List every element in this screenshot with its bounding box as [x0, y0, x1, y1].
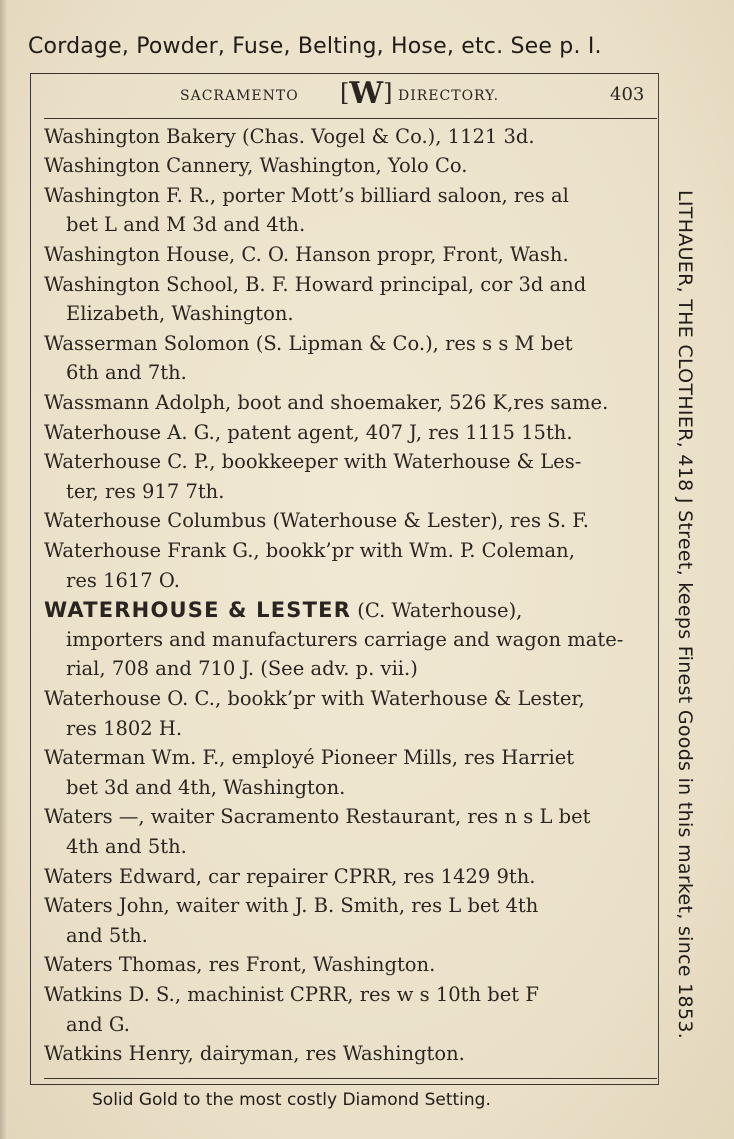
entry-line: Watkins D. S., machinist CPRR, res w s 10th bet F — [44, 983, 539, 1006]
entry-line: Washington F. R., porter Mott’s billiard saloon, res al — [44, 184, 569, 207]
header-rule — [44, 118, 657, 119]
entry-line: 4th and 5th. — [66, 835, 187, 858]
running-head-letter: [W] — [340, 76, 393, 111]
running-head-city: SACRAMENTO — [180, 88, 299, 104]
entry-line: res 1802 H. — [66, 717, 183, 740]
entry-line: Waters John, waiter with J. B. Smith, res L bet 4th — [44, 894, 539, 917]
entry-line: and G. — [66, 1013, 130, 1036]
side-advertisement — [668, 190, 702, 1040]
section-letter: W — [349, 76, 384, 111]
entry-line: bet L and M 3d and 4th. — [66, 213, 306, 236]
entry-line: Waterhouse Frank G., bookk’pr with Wm. P. Coleman, — [44, 539, 575, 562]
entry-line: Waters —, waiter Sacramento Restaurant, res n s L bet — [44, 805, 591, 828]
entry-line: and 5th. — [66, 924, 148, 947]
entry-line: Elizabeth, Washington. — [66, 302, 294, 325]
entry-line: Washington Cannery, Washington, Yolo Co. — [44, 154, 468, 177]
page-edge — [0, 0, 8, 1139]
entry-line: Waterhouse O. C., bookk’pr with Waterhouse & Lester, — [44, 687, 585, 710]
firm-name: WATERHOUSE & LESTER — [44, 598, 352, 622]
entry-line: Watkins Henry, dairyman, res Washington. — [44, 1042, 465, 1065]
page-number: 403 — [610, 84, 645, 105]
top-advertisement-banner: Cordage, Powder, Fuse, Belting, Hose, etc. See p. I. — [28, 34, 602, 59]
entry-line: Washington School, B. F. Howard principal, cor 3d and — [44, 273, 587, 296]
entry-line: Waters Edward, car repairer CPRR, res 1429 9th. — [44, 865, 536, 888]
entry-line: bet 3d and 4th, Washington. — [66, 776, 346, 799]
entry-line: Wasserman Solomon (S. Lipman & Co.), res s s M bet — [44, 332, 573, 355]
entry-line: importers and manufacturers carriage and wagon mate- — [66, 628, 624, 651]
footer-advertisement: Solid Gold to the most costly Diamond Setting. — [92, 1090, 491, 1110]
entry-line: Washington House, C. O. Hanson propr, Front, Wash. — [44, 243, 569, 266]
entry-line: Waterman Wm. F., employé Pioneer Mills, res Harriet — [44, 746, 575, 769]
running-head — [30, 76, 657, 112]
footer-rule — [44, 1078, 657, 1079]
side-advertisement-text: LITHAUER, THE CLOTHIER, 418 J Street, keeps Finest Goods in this market, since 1853. — [674, 190, 696, 1040]
entry-line: Waterhouse C. P., bookkeeper with Waterhouse & Les- — [44, 450, 582, 473]
entry-line: 6th and 7th. — [66, 361, 187, 384]
entry-line: Waterhouse A. G., patent agent, 407 J, res 1115 15th. — [44, 421, 573, 444]
firm-entry-line — [44, 599, 522, 622]
entry-line: rial, 708 and 710 J. (See adv. p. vii.) — [66, 657, 418, 680]
firm-partner: (C. Waterhouse), — [357, 599, 523, 622]
entry-line: Wassmann Adolph, boot and shoemaker, 526 K,res same. — [44, 391, 609, 414]
entry-line: Washington Bakery (Chas. Vogel & Co.), 1121 3d. — [44, 125, 535, 148]
entry-line: ter, res 917 7th. — [66, 480, 225, 503]
running-head-title: DIRECTORY. — [398, 88, 500, 104]
entry-line: Waterhouse Columbus (Waterhouse & Lester), res S. F. — [44, 509, 589, 532]
entry-line: Waters Thomas, res Front, Washington. — [44, 953, 436, 976]
entry-line: res 1617 O. — [66, 569, 180, 592]
